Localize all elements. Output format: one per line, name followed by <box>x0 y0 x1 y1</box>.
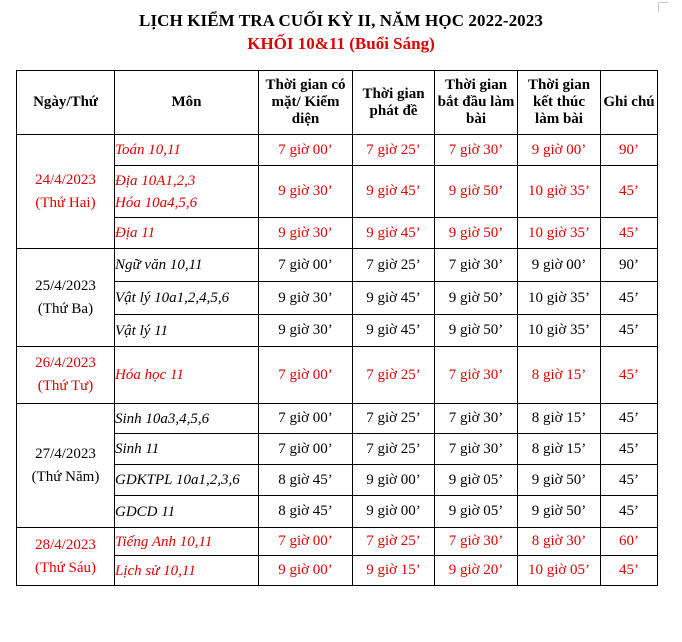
checkin-time: 9 giờ 30’ <box>259 282 353 315</box>
subject-cell <box>115 249 259 282</box>
duration-note: 45’ <box>601 496 658 528</box>
end-time: 10 giờ 35’ <box>518 315 601 347</box>
table-row <box>17 249 658 282</box>
date-cell <box>17 249 115 347</box>
subject-name: Hóa 10a4,5,6 <box>115 194 198 211</box>
subject-cell <box>115 135 259 166</box>
checkin-time: 9 giờ 00’ <box>259 556 353 586</box>
subject-name: GDCD 11 <box>115 503 176 520</box>
start-time: 9 giờ 50’ <box>435 166 518 218</box>
distribute-time: 9 giờ 00’ <box>353 465 435 496</box>
end-time: 8 giờ 30’ <box>518 528 601 556</box>
exam-schedule-table <box>16 70 658 586</box>
duration-note: 45’ <box>601 218 658 249</box>
start-time: 9 giờ 50’ <box>435 218 518 249</box>
checkin-time: 9 giờ 30’ <box>259 218 353 249</box>
subject-cell <box>115 465 259 496</box>
end-time: 10 giờ 35’ <box>518 166 601 218</box>
end-time: 8 giờ 15’ <box>518 404 601 434</box>
end-time: 8 giờ 15’ <box>518 347 601 404</box>
duration-note: 45’ <box>601 282 658 315</box>
duration-note: 45’ <box>601 556 658 586</box>
header-checkin-time: Thời gian có mặt/ Kiểm diện <box>259 71 353 135</box>
start-time: 9 giờ 20’ <box>435 556 518 586</box>
checkin-time: 9 giờ 30’ <box>259 315 353 347</box>
document-title: LỊCH KIỂM TRA CUỐI KỲ II, NĂM HỌC 2022-2023 <box>139 11 543 30</box>
header-note: Ghi chú <box>601 71 658 135</box>
distribute-time: 7 giờ 25’ <box>353 135 435 166</box>
checkin-time: 9 giờ 30’ <box>259 166 353 218</box>
header-start-time: Thời gian bắt đầu làm bài <box>435 71 518 135</box>
duration-note: 45’ <box>601 347 658 404</box>
duration-note: 45’ <box>601 166 658 218</box>
subject-cell <box>115 218 259 249</box>
header-distribute-time: Thời gian phát đề <box>353 71 435 135</box>
duration-note: 45’ <box>601 465 658 496</box>
start-time: 7 giờ 30’ <box>435 434 518 465</box>
exam-weekday: (Thứ Năm) <box>31 468 100 485</box>
subject-cell <box>115 315 259 347</box>
start-time: 7 giờ 30’ <box>435 404 518 434</box>
start-time: 9 giờ 05’ <box>435 496 518 528</box>
subject-name: Địa 11 <box>115 225 156 241</box>
subject-cell <box>115 166 259 218</box>
end-time: 9 giờ 50’ <box>518 465 601 496</box>
checkin-time: 7 giờ 00’ <box>259 404 353 434</box>
subject-cell <box>115 528 259 556</box>
date-cell <box>17 347 115 404</box>
header-end-time: Thời gian kết thúc làm bài <box>518 71 601 135</box>
header-day: Ngày/Thứ <box>17 71 115 135</box>
subject-name: Sinh 10a3,4,5,6 <box>115 410 210 427</box>
table-row <box>17 528 658 556</box>
date-cell <box>17 404 115 528</box>
end-time: 10 giờ 35’ <box>518 218 601 249</box>
start-time: 7 giờ 30’ <box>435 528 518 556</box>
duration-note: 45’ <box>601 315 658 347</box>
subject-name: Tiếng Anh 10,11 <box>115 533 213 550</box>
exam-weekday: (Thứ Sáu) <box>34 559 97 576</box>
checkin-time: 7 giờ 00’ <box>259 135 353 166</box>
distribute-time: 9 giờ 45’ <box>353 218 435 249</box>
subject-name: Vật lý 10a1,2,4,5,6 <box>115 290 230 306</box>
subject-name: GDKTPL 10a1,2,3,6 <box>115 472 240 488</box>
subject-cell <box>115 434 259 465</box>
exam-weekday: (Thứ Hai) <box>35 194 96 211</box>
start-time: 7 giờ 30’ <box>435 135 518 166</box>
distribute-time: 7 giờ 25’ <box>353 249 435 282</box>
date-cell <box>17 135 115 249</box>
subject-name: Toán 10,11 <box>115 142 181 158</box>
date-cell <box>17 528 115 586</box>
table-row <box>17 404 658 434</box>
exam-date: 27/4/2023 <box>35 445 96 462</box>
document-subtitle: KHỐI 10&11 (Buổi Sáng) <box>247 34 435 53</box>
end-time: 9 giờ 00’ <box>518 249 601 282</box>
distribute-time: 9 giờ 45’ <box>353 282 435 315</box>
exam-weekday: (Thứ Tư) <box>37 378 94 394</box>
checkin-time: 7 giờ 00’ <box>259 249 353 282</box>
end-time: 8 giờ 15’ <box>518 434 601 465</box>
distribute-time: 9 giờ 15’ <box>353 556 435 586</box>
end-time: 9 giờ 50’ <box>518 496 601 528</box>
table-row <box>17 347 658 404</box>
start-time: 9 giờ 50’ <box>435 282 518 315</box>
start-time: 9 giờ 50’ <box>435 315 518 347</box>
subject-name: Địa 10A1,2,3 <box>115 172 196 189</box>
checkin-time: 8 giờ 45’ <box>259 465 353 496</box>
start-time: 7 giờ 30’ <box>435 347 518 404</box>
checkin-time: 7 giờ 00’ <box>259 434 353 465</box>
end-time: 9 giờ 00’ <box>518 135 601 166</box>
distribute-time: 7 giờ 25’ <box>353 434 435 465</box>
subject-name: Ngữ văn 10,11 <box>115 257 203 273</box>
subject-cell <box>115 496 259 528</box>
distribute-time: 7 giờ 25’ <box>353 528 435 556</box>
subject-name: Vật lý 11 <box>115 322 169 339</box>
start-time: 7 giờ 30’ <box>435 249 518 282</box>
duration-note: 45’ <box>601 434 658 465</box>
distribute-time: 7 giờ 25’ <box>353 347 435 404</box>
exam-date: 24/4/2023 <box>35 171 96 188</box>
subject-cell <box>115 556 259 586</box>
checkin-time: 8 giờ 45’ <box>259 496 353 528</box>
subject-cell <box>115 404 259 434</box>
table-row <box>17 135 658 166</box>
distribute-time: 9 giờ 45’ <box>353 315 435 347</box>
checkin-time: 7 giờ 00’ <box>259 347 353 404</box>
duration-note: 45’ <box>601 404 658 434</box>
exam-date: 28/4/2023 <box>35 536 96 553</box>
distribute-time: 9 giờ 00’ <box>353 496 435 528</box>
header-subject: Môn <box>115 71 259 135</box>
end-time: 10 giờ 05’ <box>518 556 601 586</box>
start-time: 9 giờ 05’ <box>435 465 518 496</box>
subject-name: Hóa học 11 <box>115 367 184 383</box>
distribute-time: 9 giờ 45’ <box>353 166 435 218</box>
table-header-row <box>17 71 658 135</box>
exam-weekday: (Thứ Ba) <box>37 300 94 317</box>
exam-date: 25/4/2023 <box>35 277 96 294</box>
checkin-time: 7 giờ 00’ <box>259 528 353 556</box>
duration-note: 90’ <box>601 135 658 166</box>
schedule-body <box>17 135 658 586</box>
duration-note: 60’ <box>601 528 658 556</box>
subject-name: Sinh 11 <box>115 441 160 457</box>
distribute-time: 7 giờ 25’ <box>353 404 435 434</box>
subject-cell <box>115 282 259 315</box>
subject-cell <box>115 347 259 404</box>
exam-date: 26/4/2023 <box>35 355 96 371</box>
end-time: 10 giờ 35’ <box>518 282 601 315</box>
duration-note: 90’ <box>601 249 658 282</box>
subject-name: Lịch sử 10,11 <box>115 562 196 579</box>
